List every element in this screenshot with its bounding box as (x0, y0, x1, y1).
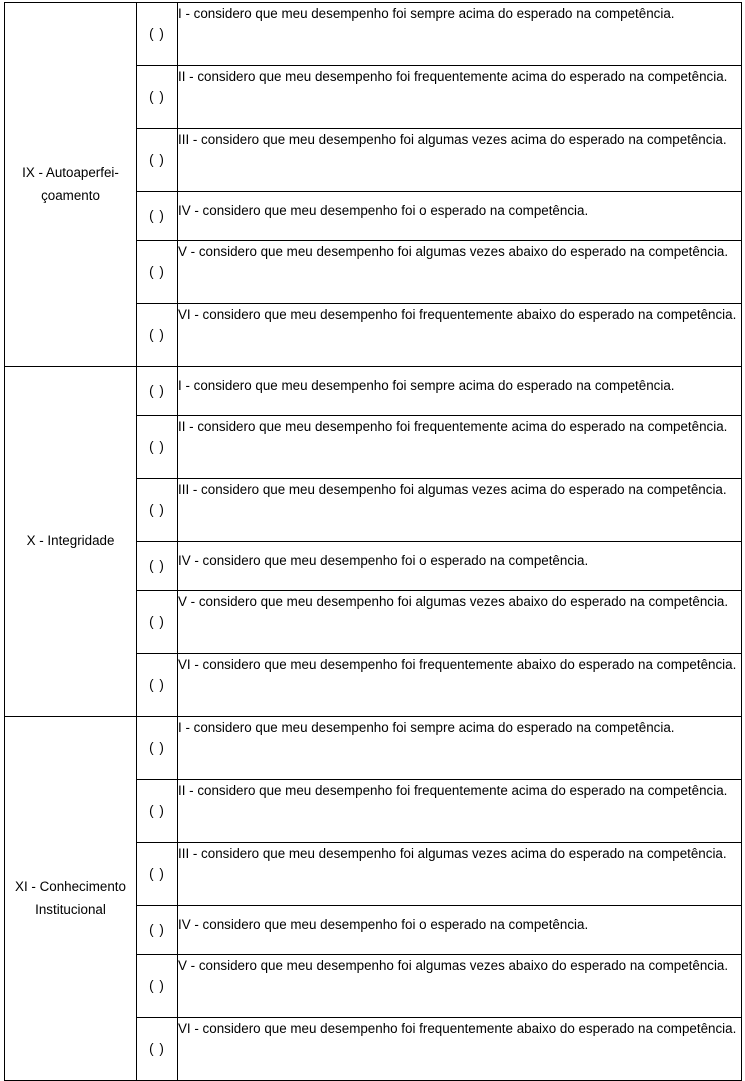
table-row (5, 717, 742, 780)
competency-label: X - Integridade (5, 367, 137, 717)
option-checkbox[interactable]: ( ) (137, 367, 178, 416)
option-description: IV - considero que meu desempenho foi o esperado na competência. (178, 192, 742, 241)
option-checkbox[interactable]: ( ) (137, 479, 178, 542)
option-description: I - considero que meu desempenho foi sempre acima do esperado na competência. (178, 717, 742, 780)
option-checkbox[interactable]: ( ) (137, 906, 178, 955)
table-row (5, 367, 742, 416)
table-row (5, 3, 742, 66)
option-description: II - considero que meu desempenho foi frequentemente acima do esperado na competência. (178, 416, 742, 479)
option-description: V - considero que meu desempenho foi algumas vezes abaixo do esperado na competência. (178, 591, 742, 654)
option-checkbox[interactable]: ( ) (137, 66, 178, 129)
competency-label: IX - Autoaperfei-çoamento (5, 3, 137, 367)
option-checkbox[interactable]: ( ) (137, 591, 178, 654)
option-description: V - considero que meu desempenho foi algumas vezes abaixo do esperado na competência. (178, 241, 742, 304)
option-checkbox[interactable]: ( ) (137, 416, 178, 479)
option-checkbox[interactable]: ( ) (137, 1018, 178, 1081)
option-description: VI - considero que meu desempenho foi frequentemente abaixo do esperado na competência. (178, 1018, 742, 1081)
option-checkbox[interactable]: ( ) (137, 843, 178, 906)
option-checkbox[interactable]: ( ) (137, 3, 178, 66)
option-checkbox[interactable]: ( ) (137, 129, 178, 192)
option-checkbox[interactable]: ( ) (137, 304, 178, 367)
option-description: VI - considero que meu desempenho foi frequentemente abaixo do esperado na competência. (178, 654, 742, 717)
option-checkbox[interactable]: ( ) (137, 192, 178, 241)
option-description: V - considero que meu desempenho foi algumas vezes abaixo do esperado na competência. (178, 955, 742, 1018)
option-description: I - considero que meu desempenho foi sempre acima do esperado na competência. (178, 3, 742, 66)
option-description: I - considero que meu desempenho foi sempre acima do esperado na competência. (178, 367, 742, 416)
option-description: II - considero que meu desempenho foi frequentemente acima do esperado na competência. (178, 66, 742, 129)
option-description: III - considero que meu desempenho foi algumas vezes acima do esperado na competência. (178, 129, 742, 192)
option-checkbox[interactable]: ( ) (137, 241, 178, 304)
option-checkbox[interactable]: ( ) (137, 654, 178, 717)
option-description: III - considero que meu desempenho foi algumas vezes acima do esperado na competência. (178, 479, 742, 542)
option-checkbox[interactable]: ( ) (137, 717, 178, 780)
option-checkbox[interactable]: ( ) (137, 955, 178, 1018)
option-description: VI - considero que meu desempenho foi frequentemente abaixo do esperado na competência. (178, 304, 742, 367)
self-evaluation-table (4, 2, 742, 1081)
option-description: IV - considero que meu desempenho foi o esperado na competência. (178, 542, 742, 591)
option-description: II - considero que meu desempenho foi frequentemente acima do esperado na competência. (178, 780, 742, 843)
option-description: IV - considero que meu desempenho foi o esperado na competência. (178, 906, 742, 955)
option-description: III - considero que meu desempenho foi algumas vezes acima do esperado na competência. (178, 843, 742, 906)
option-checkbox[interactable]: ( ) (137, 542, 178, 591)
option-checkbox[interactable]: ( ) (137, 780, 178, 843)
competency-label: XI - Conhecimento Institucional (5, 717, 137, 1081)
